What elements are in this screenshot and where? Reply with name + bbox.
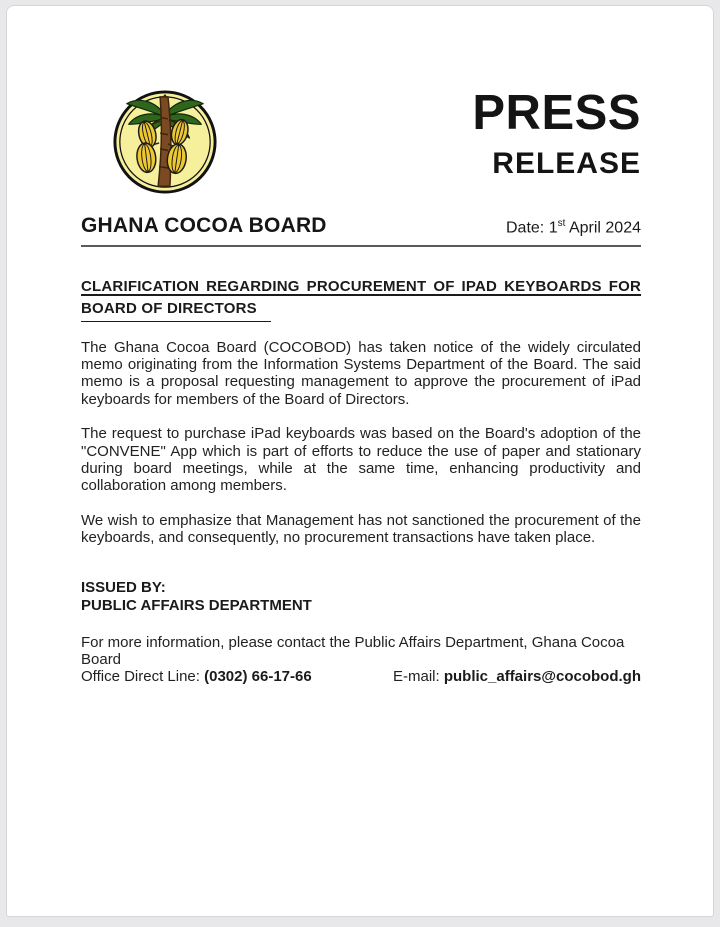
email-address: public_affairs@cocobod.gh [443,668,641,686]
press-release-title [472,86,641,180]
header [81,87,641,197]
date-line [506,218,641,237]
headline [81,276,641,322]
paragraph: We wish to emphasize that Management has not sanctioned the procurement of the keyboards, and consequently, no procurement transactions have taken place. [81,511,641,547]
office-label: Office Direct Line: [81,668,200,686]
office-line [81,668,312,685]
issued-by-department: PUBLIC AFFAIRS DEPARTMENT [81,596,312,614]
headline-line2: BOARD OF DIRECTORS [81,298,271,322]
body-copy [81,339,641,547]
cocoa-board-logo [111,87,219,197]
email-label: E-mail: [393,668,440,686]
org-name: GHANA COCOA BOARD [81,214,327,237]
email-line [393,668,641,685]
press-word: PRESS [472,86,641,140]
contact-info-line: For more information, please contact the Public Affairs Department, Ghana Cocoa Board [81,633,625,668]
issued-by-block [81,579,641,615]
paragraph: The request to purchase iPad keyboards was based on the Board's adoption of the "CONVENE" App which is part of efforts to reduce the use of paper and stationary during board meetings, while at the same time, enhancing productivity and collaboration among members. [81,425,641,495]
org-date-rule [81,214,641,247]
release-word: RELEASE [492,147,641,180]
contact-block [81,634,641,686]
paragraph: The Ghana Cocoa Board (COCOBOD) has taken notice of the widely circulated memo originating from the Information Systems Department of the Board. The said memo is a proposal requesting management to approve the procurement of iPad keyboards for members of the Board of Directors. [81,338,641,408]
date-rest: April 2024 [565,219,641,236]
date-ordinal: st [557,217,566,229]
issued-by-label: ISSUED BY: [81,578,166,596]
date-day: 1 [548,219,558,236]
headline-line1: CLARIFICATION REGARDING PROCUREMENT OF IPAD KEYBOARDS FOR [81,278,641,295]
press-release-page [6,5,714,917]
cocoa-board-logo-icon [111,87,219,197]
date-label: Date: [506,219,545,236]
office-phone: (0302) 66-17-66 [204,668,312,686]
contact-details-line [81,668,641,685]
